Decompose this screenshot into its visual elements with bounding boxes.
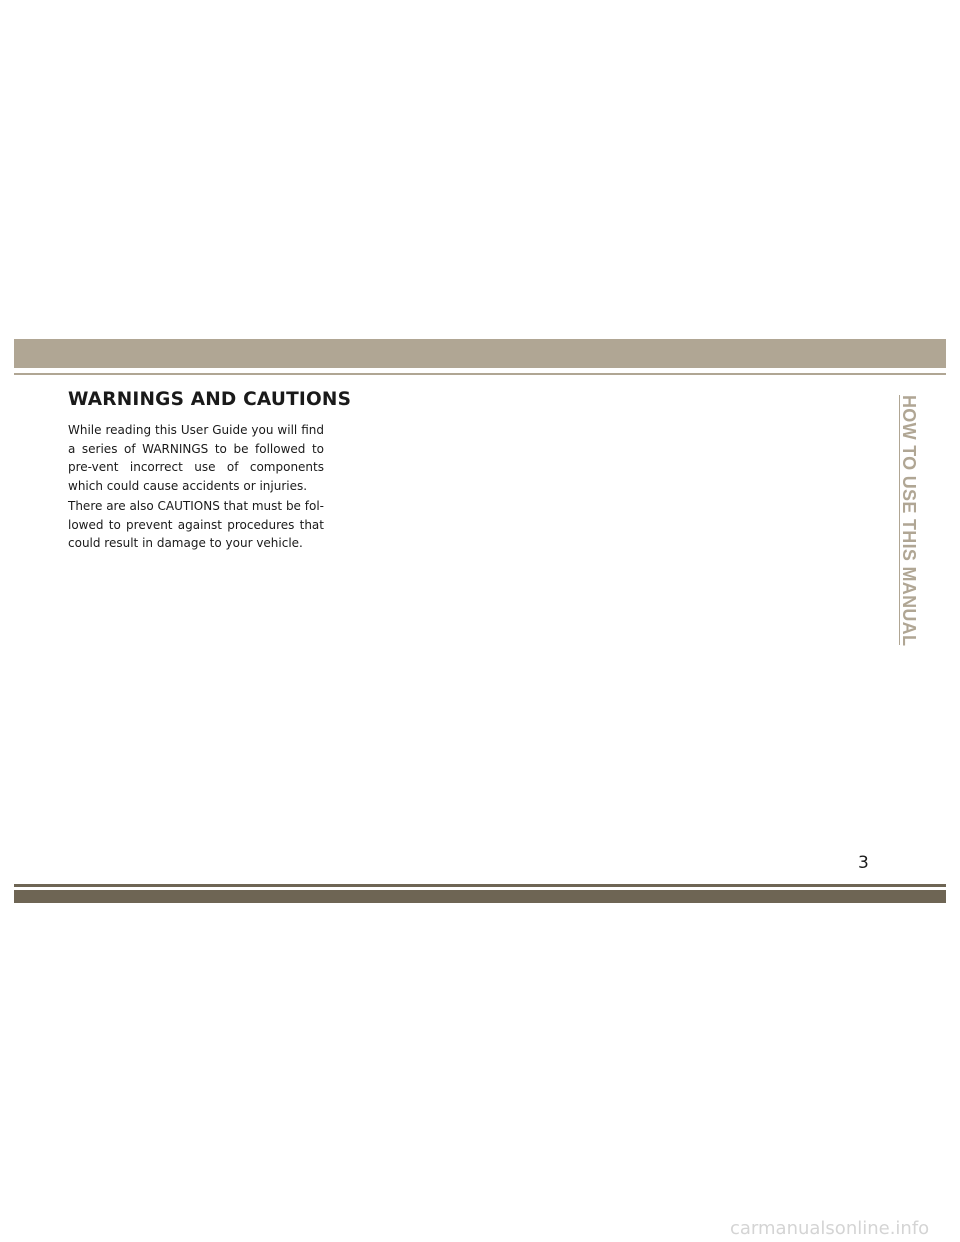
paragraph-cautions: There are also CAUTIONS that must be fol-lowed to prevent against procedures that could result in damage to your vehicle. [68, 499, 324, 551]
chapter-tab-label: HOW TO USE THIS MANUAL [899, 395, 919, 647]
section-heading: WARNINGS AND CAUTIONS [68, 389, 352, 410]
header-band [14, 339, 946, 368]
chapter-tab [895, 395, 921, 645]
footer-rule [14, 884, 946, 887]
watermark-text: carmanualsonline.info [730, 1218, 930, 1239]
page-number: 3 [858, 853, 869, 873]
paragraph-warnings: While reading this User Guide you will find a series of WARNINGS to be followed to pre-vent incorrect use of components which could cause accidents or injuries. [68, 423, 324, 494]
header-rule [14, 373, 946, 375]
footer-band [14, 890, 946, 903]
